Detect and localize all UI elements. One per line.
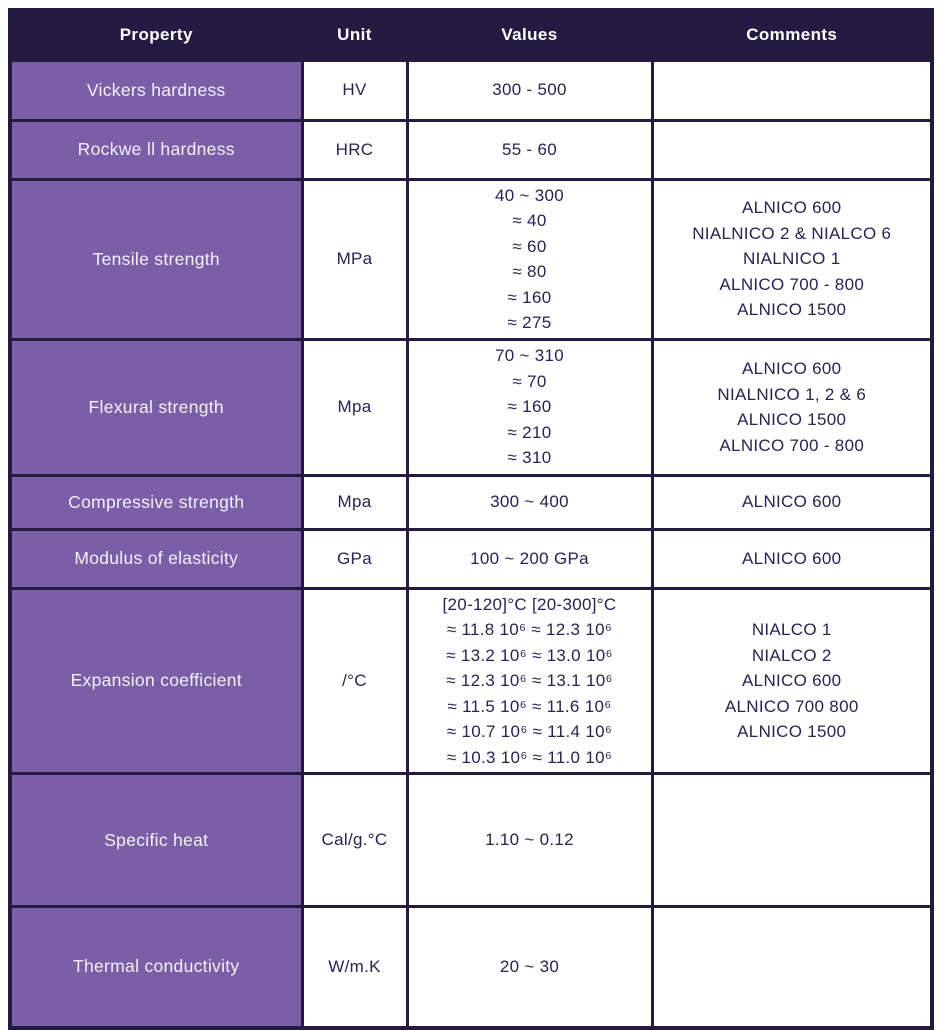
- comments-lines: [660, 489, 925, 515]
- values-lines: [415, 592, 645, 771]
- comments-cell: [652, 120, 932, 179]
- value-line: ≈ 210: [507, 422, 552, 442]
- property-cell: Thermal conductivity: [10, 907, 302, 1028]
- unit-cell: HV: [302, 60, 407, 120]
- comment-line: ALNICO 700 800: [724, 696, 859, 716]
- values-cell: [407, 120, 652, 179]
- property-cell: Modulus of elasticity: [10, 529, 302, 588]
- value-line: ≈ 13.2 10⁶ ≈ 13.0 10⁶: [446, 645, 613, 665]
- comments-cell: [652, 60, 932, 120]
- table-row: [10, 120, 932, 179]
- comment-line: ALNICO 600: [742, 492, 842, 512]
- comments-cell: [652, 475, 932, 529]
- values-lines: [415, 546, 645, 572]
- value-line: ≈ 275: [507, 313, 552, 332]
- values-cell: [407, 179, 652, 339]
- values-cell: [407, 907, 652, 1028]
- value-line: ≈ 10.7 10⁶ ≈ 11.4 10⁶: [446, 722, 613, 741]
- value-line: 300 ~ 400: [490, 492, 569, 512]
- comment-line: ALNICO 1500: [737, 300, 847, 320]
- values-cell: [407, 588, 652, 774]
- value-line: ≈ 12.3 10⁶ ≈ 13.1 10⁶: [446, 671, 613, 690]
- values-cell: [407, 339, 652, 475]
- properties-table: [8, 8, 934, 1030]
- values-cell: [407, 774, 652, 907]
- value-line: 70 ~ 310: [494, 346, 565, 366]
- value-line: 1.10 ~ 0.12: [485, 830, 574, 850]
- property-cell: Flexural strength: [10, 339, 302, 475]
- value-line: ≈ 10.3 10⁶ ≈ 11.0 10⁶: [446, 747, 613, 767]
- comment-line: ALNICO 1500: [737, 410, 847, 429]
- values-lines: [415, 77, 645, 103]
- unit-cell: W/m.K: [302, 907, 407, 1028]
- comment-line: ALNICO 600: [742, 548, 842, 568]
- table-row: [10, 774, 932, 907]
- table-row: [10, 179, 932, 339]
- value-line: 300 - 500: [492, 80, 567, 100]
- comment-line: ALNICO 600: [742, 198, 842, 218]
- property-cell: Specific heat: [10, 774, 302, 907]
- comment-line: ALNICO 600: [742, 359, 842, 378]
- value-line: ≈ 70: [512, 371, 547, 391]
- unit-cell: Mpa: [302, 475, 407, 529]
- value-line: ≈ 11.8 10⁶ ≈ 12.3 10⁶: [446, 620, 613, 639]
- unit-cell: Mpa: [302, 339, 407, 475]
- values-cell: [407, 529, 652, 588]
- header-row: [10, 10, 932, 60]
- value-line: ≈ 160: [507, 287, 552, 307]
- value-line: 100 ~ 200 GPa: [470, 548, 589, 568]
- table-row: [10, 339, 932, 475]
- comments-cell: [652, 339, 932, 475]
- comments-cell: [652, 529, 932, 588]
- table-body: [10, 60, 932, 1028]
- unit-cell: MPa: [302, 179, 407, 339]
- value-line: ≈ 40: [512, 211, 547, 230]
- values-lines: [415, 489, 645, 515]
- unit-cell: Cal/g.°C: [302, 774, 407, 907]
- comments-cell: [652, 774, 932, 907]
- property-cell: Tensile strength: [10, 179, 302, 339]
- unit-cell: /°C: [302, 588, 407, 774]
- values-lines: [415, 343, 645, 471]
- comment-line: NIALNICO 1, 2 & 6: [717, 384, 867, 404]
- table-row: [10, 475, 932, 529]
- unit-cell: GPa: [302, 529, 407, 588]
- comments-lines: [660, 356, 925, 458]
- value-line: ≈ 60: [512, 236, 547, 256]
- value-line: ≈ 80: [512, 262, 547, 281]
- property-cell: Vickers hardness: [10, 60, 302, 120]
- value-line: 40 ~ 300: [494, 185, 565, 205]
- values-lines: [415, 954, 645, 980]
- value-line: 20 ~ 30: [499, 957, 560, 976]
- property-cell: Compressive strength: [10, 475, 302, 529]
- values-cell: [407, 60, 652, 120]
- table-row: [10, 529, 932, 588]
- comment-line: ALNICO 1500: [737, 722, 847, 741]
- comments-lines: [660, 546, 925, 572]
- comment-line: ALNICO 700 - 800: [719, 274, 865, 294]
- comment-line: NIALNICO 1: [743, 249, 841, 269]
- comments-lines: [660, 195, 925, 323]
- comment-line: NIALCO 2: [751, 645, 832, 665]
- table-row: [10, 907, 932, 1028]
- col-header-property: Property: [10, 10, 302, 60]
- comments-lines: [660, 617, 925, 745]
- value-line: ≈ 11.5 10⁶ ≈ 11.6 10⁶: [447, 696, 612, 716]
- col-header-values: Values: [407, 10, 652, 60]
- comment-line: NIALNICO 2 & NIALCO 6: [692, 223, 892, 243]
- comments-cell: [652, 179, 932, 339]
- value-line: ≈ 310: [507, 448, 552, 468]
- values-cell: [407, 475, 652, 529]
- values-lines: [415, 827, 645, 853]
- comment-line: ALNICO 700 - 800: [719, 435, 865, 455]
- col-header-comments: Comments: [652, 10, 932, 60]
- col-header-unit: Unit: [302, 10, 407, 60]
- values-lines: [415, 137, 645, 163]
- value-line: [20-120]°C [20-300]°C: [442, 594, 617, 614]
- comment-line: NIALCO 1: [751, 620, 832, 639]
- table-row: [10, 60, 932, 120]
- values-lines: [415, 183, 645, 336]
- comments-cell: [652, 907, 932, 1028]
- property-cell: Rockwe ll hardness: [10, 120, 302, 179]
- comments-cell: [652, 588, 932, 774]
- value-line: 55 - 60: [501, 139, 558, 159]
- unit-cell: HRC: [302, 120, 407, 179]
- comment-line: ALNICO 600: [742, 671, 842, 690]
- table-row: [10, 588, 932, 774]
- property-cell: Expansion coefficient: [10, 588, 302, 774]
- value-line: ≈ 160: [507, 397, 552, 417]
